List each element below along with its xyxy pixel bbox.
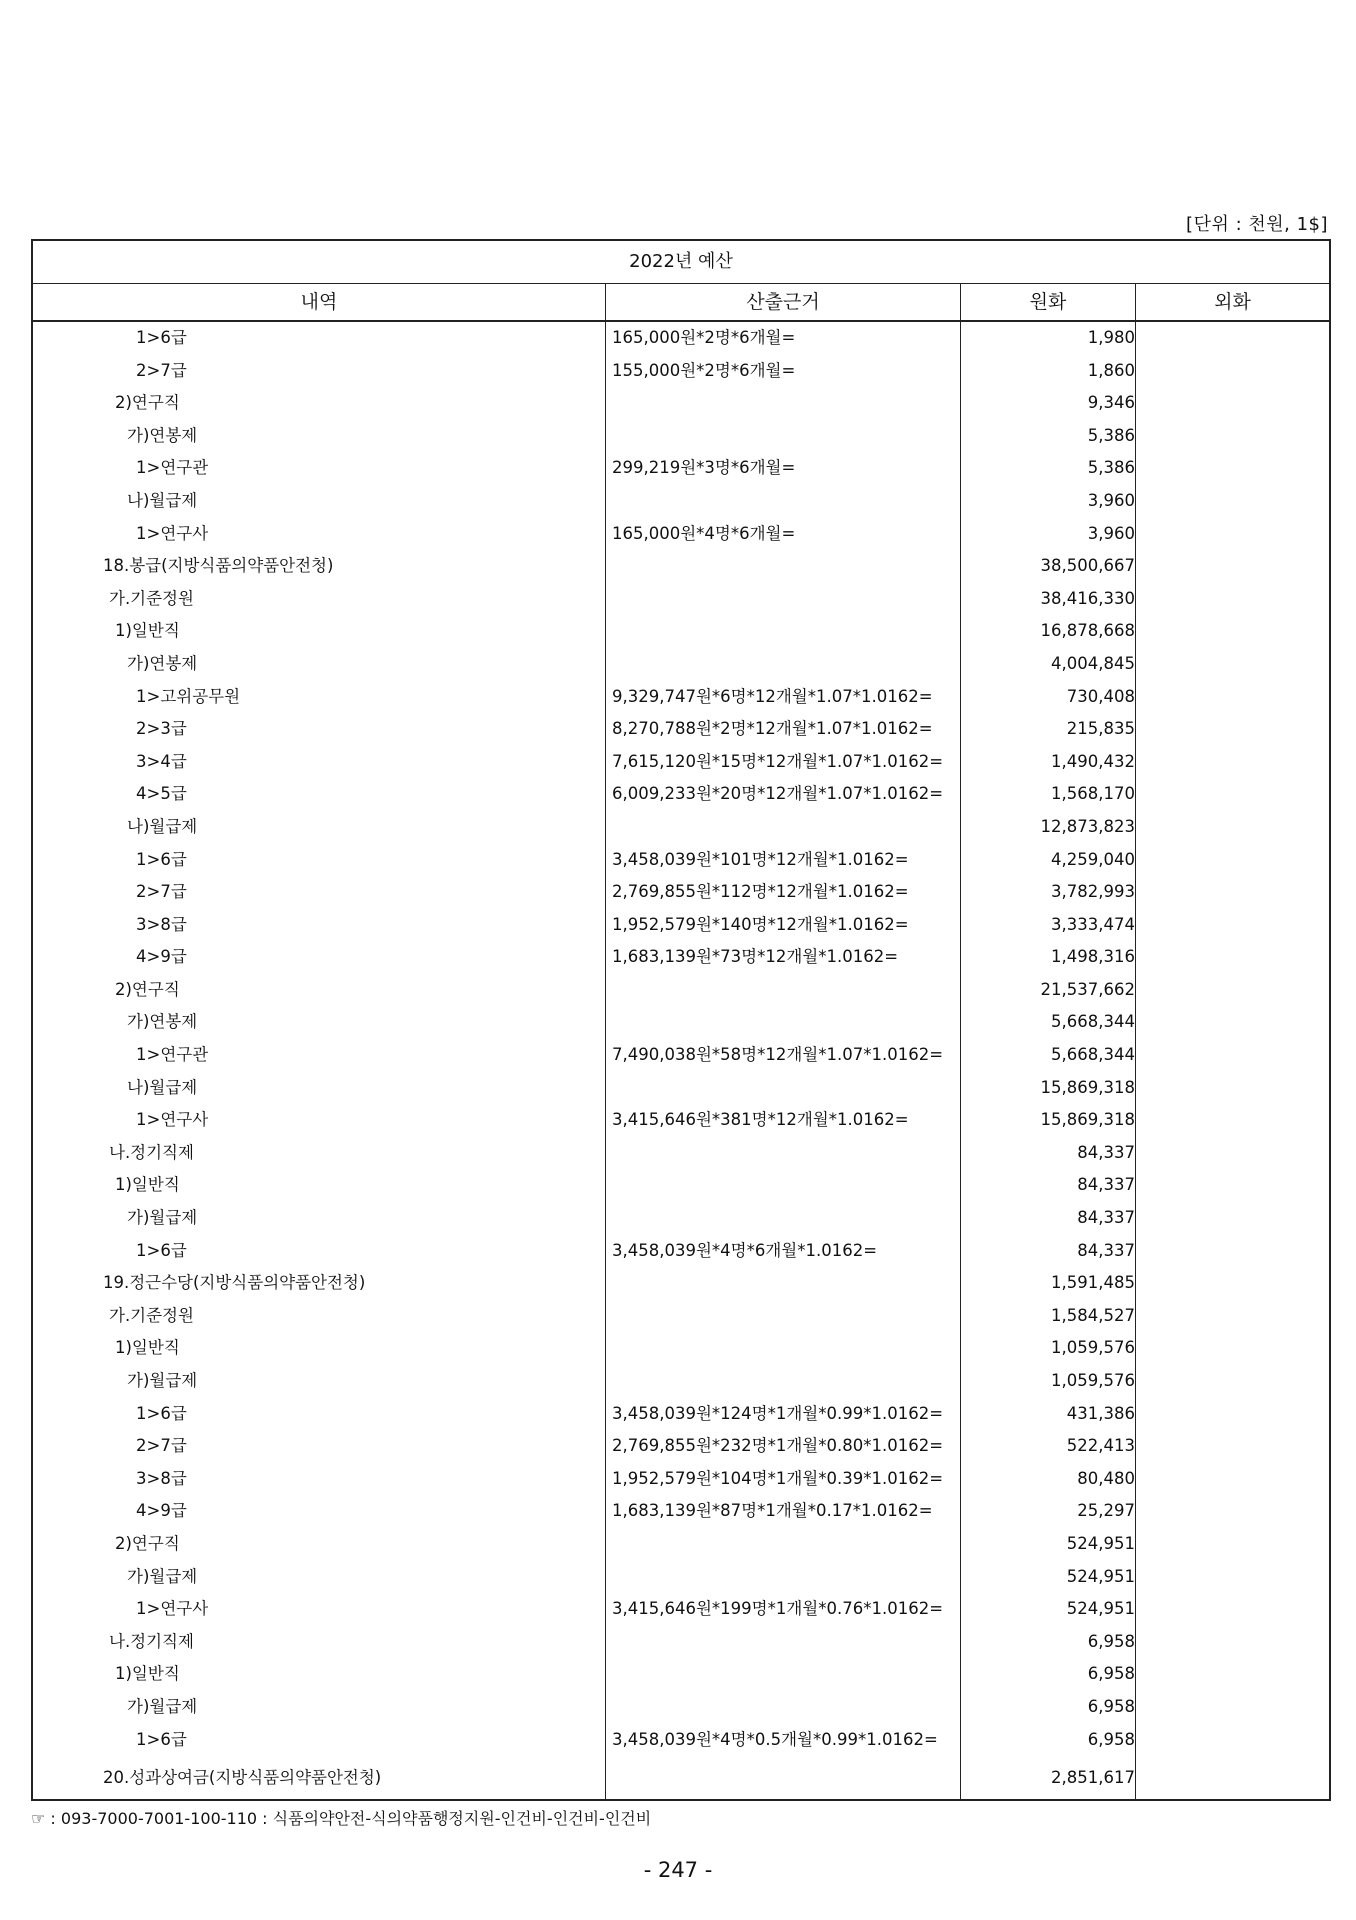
foreign-cell: [1136, 1267, 1329, 1300]
basis-column: [606, 322, 961, 1799]
krw-cell: 4,259,040: [1051, 849, 1135, 869]
column-header-foreign: 외화: [1214, 291, 1251, 313]
item-cell: 2>7급: [136, 1436, 187, 1456]
basis-cell: [606, 1691, 960, 1724]
basis-cell: 1,952,579원*104명*1개월*0.39*1.0162=: [612, 1468, 944, 1488]
krw-cell: 1,490,432: [1051, 751, 1135, 771]
foreign-cell: [1136, 1463, 1329, 1496]
basis-cell: [606, 974, 960, 1007]
basis-cell: [606, 1528, 960, 1561]
item-cell: 2)연구직: [115, 1533, 180, 1553]
table-body: [33, 322, 1329, 1799]
foreign-cell: [1136, 941, 1329, 974]
krw-cell: 15,869,318: [1040, 1110, 1135, 1130]
krw-cell: 15,869,318: [1040, 1077, 1135, 1097]
page-number: - 247 -: [643, 1858, 713, 1882]
basis-cell: [606, 1332, 960, 1365]
krw-cell: 80,480: [1077, 1468, 1135, 1488]
foreign-cell: [1136, 1593, 1329, 1626]
basis-cell: 9,329,747원*6명*12개월*1.07*1.0162=: [612, 686, 933, 706]
krw-cell: 5,668,344: [1051, 1012, 1135, 1032]
item-cell: 2>7급: [136, 882, 187, 902]
item-cell: 3>8급: [136, 1468, 187, 1488]
foreign-cell: [1136, 844, 1329, 877]
krw-cell: 1,980: [1087, 328, 1135, 347]
basis-cell: [606, 1756, 960, 1799]
basis-cell: [606, 1561, 960, 1594]
basis-cell: 6,009,233원*20명*12개월*1.07*1.0162=: [612, 784, 944, 804]
unit-note: [단위 : 천원, 1$]: [1186, 214, 1328, 235]
item-cell: 나.정기직제: [109, 1142, 194, 1162]
krw-cell: 6,958: [1087, 1729, 1135, 1749]
foreign-cell: [1136, 1365, 1329, 1398]
krw-cell: 3,782,993: [1051, 882, 1135, 902]
foreign-cell: [1136, 1430, 1329, 1463]
foreign-cell: [1136, 1169, 1329, 1202]
foreign-cell: [1136, 746, 1329, 779]
item-cell: 2)연구직: [115, 393, 180, 413]
foreign-cell: [1136, 1626, 1329, 1659]
foreign-cell: [1136, 1495, 1329, 1528]
foreign-cell: [1136, 355, 1329, 388]
foreign-cell: [1136, 615, 1329, 648]
krw-cell: 1,059,576: [1051, 1338, 1135, 1358]
krw-cell: 38,416,330: [1040, 588, 1135, 608]
foreign-cell: [1136, 1072, 1329, 1105]
basis-cell: 3,458,039원*4명*6개월*1.0162=: [612, 1240, 878, 1260]
krw-cell: 524,951: [1066, 1533, 1135, 1553]
foreign-cell: [1136, 648, 1329, 681]
krw-cell: 5,386: [1087, 458, 1135, 478]
foreign-cell: [1136, 681, 1329, 714]
krw-cell: 524,951: [1066, 1566, 1135, 1586]
item-cell: 1>연구관: [136, 1045, 209, 1065]
column-header-row: [33, 284, 1329, 322]
foreign-cell: [1136, 583, 1329, 616]
foreign-cell: [1136, 1398, 1329, 1431]
basis-cell: [606, 1169, 960, 1202]
foreign-cell: [1136, 1137, 1329, 1170]
foreign-cell: [1136, 1202, 1329, 1235]
krw-cell: 2,851,617: [1051, 1768, 1135, 1788]
item-cell: 1)일반직: [115, 1664, 180, 1684]
krw-cell: 215,835: [1066, 719, 1135, 739]
basis-cell: [606, 811, 960, 844]
item-cell: 가)월급제: [127, 1208, 198, 1228]
basis-cell: 155,000원*2명*6개월=: [612, 360, 796, 380]
item-cell: 18.봉급(지방식품의약품안전청): [103, 556, 334, 576]
krw-cell: 21,537,662: [1040, 979, 1135, 999]
footnote: ☞ : 093-7000-7001-100-110 : 식품의약안전-식의약품행정지원-인건비-인건비-인건비: [31, 1809, 652, 1828]
foreign-cell: [1136, 452, 1329, 485]
basis-cell: 7,490,038원*58명*12개월*1.07*1.0162=: [612, 1045, 944, 1065]
column-header-krw: 원화: [961, 284, 1136, 320]
item-cell: 가)월급제: [127, 1696, 198, 1716]
item-cell: 20.성과상여금(지방식품의약품안전청): [103, 1768, 382, 1788]
item-cell: 4>5급: [136, 784, 187, 804]
basis-cell: [606, 1137, 960, 1170]
basis-cell: [606, 1202, 960, 1235]
foreign-cell: [1136, 1561, 1329, 1594]
item-cell: 가)연봉제: [127, 1012, 198, 1032]
foreign-cell: [1136, 811, 1329, 844]
basis-cell: 3,458,039원*4명*0.5개월*0.99*1.0162=: [612, 1729, 938, 1749]
item-cell: 가)월급제: [127, 1566, 198, 1586]
foreign-cell: [1136, 974, 1329, 1007]
item-cell: 1>연구사: [136, 1110, 209, 1130]
foreign-cell: [1136, 420, 1329, 453]
foreign-cell: [1136, 909, 1329, 942]
foreign-cell: [1136, 1235, 1329, 1268]
foreign-cell: [1136, 550, 1329, 583]
basis-cell: [606, 485, 960, 518]
basis-cell: 1,683,139원*73명*12개월*1.0162=: [612, 947, 899, 967]
basis-cell: 7,615,120원*15명*12개월*1.07*1.0162=: [612, 751, 944, 771]
item-cell: 4>9급: [136, 947, 187, 967]
krw-cell: 3,333,474: [1051, 914, 1135, 934]
basis-cell: 1,952,579원*140명*12개월*1.0162=: [612, 914, 909, 934]
item-cell: 나)월급제: [127, 1077, 198, 1097]
basis-cell: [606, 648, 960, 681]
foreign-cell: [1136, 1658, 1329, 1691]
item-cell: 가)연봉제: [127, 653, 198, 673]
basis-cell: [606, 550, 960, 583]
basis-cell: [606, 583, 960, 616]
item-cell: 1>고위공무원: [136, 686, 241, 706]
item-cell: 19.정근수당(지방식품의약품안전청): [103, 1273, 366, 1293]
item-cell: 4>9급: [136, 1501, 187, 1521]
basis-cell: [606, 1267, 960, 1300]
basis-cell: [606, 1658, 960, 1691]
krw-cell: 1,059,576: [1051, 1371, 1135, 1390]
krw-cell: 4,004,845: [1051, 653, 1135, 673]
item-cell: 가)월급제: [127, 1371, 198, 1390]
foreign-cell: [1136, 1756, 1329, 1799]
item-cell: 2>3급: [136, 719, 187, 739]
krw-cell: 16,878,668: [1040, 621, 1135, 641]
foreign-cell: [1136, 876, 1329, 909]
budget-table: [31, 239, 1331, 1801]
krw-cell: 84,337: [1077, 1175, 1135, 1195]
basis-cell: [606, 420, 960, 453]
basis-cell: 2,769,855원*232명*1개월*0.80*1.0162=: [612, 1436, 944, 1456]
basis-cell: 299,219원*3명*6개월=: [612, 458, 796, 478]
basis-cell: 165,000원*4명*6개월=: [612, 523, 796, 543]
basis-cell: 3,458,039원*101명*12개월*1.0162=: [612, 849, 909, 869]
item-cell: 1>6급: [136, 1729, 187, 1749]
krw-cell: 730,408: [1066, 686, 1135, 706]
krw-cell: 12,873,823: [1040, 816, 1135, 836]
item-column: [33, 322, 606, 1799]
krw-cell: 5,386: [1087, 425, 1135, 445]
krw-cell: 431,386: [1066, 1403, 1135, 1423]
item-cell: 1>6급: [136, 1240, 187, 1260]
basis-cell: [606, 1626, 960, 1659]
foreign-cell: [1136, 1104, 1329, 1137]
foreign-cell: [1136, 778, 1329, 811]
item-cell: 1>연구관: [136, 458, 209, 478]
krw-cell: 1,860: [1087, 360, 1135, 380]
foreign-cell: [1136, 1528, 1329, 1561]
basis-cell: 2,769,855원*112명*12개월*1.0162=: [612, 882, 909, 902]
krw-cell: 9,346: [1087, 393, 1135, 413]
basis-cell: 3,415,646원*199명*1개월*0.76*1.0162=: [612, 1599, 944, 1619]
foreign-cell: [1136, 713, 1329, 746]
foreign-cell: [1136, 1039, 1329, 1072]
krw-cell: 6,958: [1087, 1696, 1135, 1716]
krw-cell: 84,337: [1077, 1240, 1135, 1260]
column-header-item: 내역: [33, 284, 606, 320]
krw-cell: 1,591,485: [1051, 1273, 1135, 1293]
item-cell: 나)월급제: [127, 816, 198, 836]
basis-cell: 1,683,139원*87명*1개월*0.17*1.0162=: [612, 1501, 933, 1521]
krw-cell: 522,413: [1066, 1436, 1135, 1456]
krw-cell: 84,337: [1077, 1208, 1135, 1228]
krw-cell: 38,500,667: [1040, 556, 1135, 576]
item-cell: 1>6급: [136, 849, 187, 869]
krw-cell: 6,958: [1087, 1631, 1135, 1651]
foreign-cell: [1136, 1332, 1329, 1365]
krw-cell: 3,960: [1087, 523, 1135, 543]
item-cell: 가.기준정원: [109, 588, 194, 608]
basis-cell: 3,458,039원*124명*1개월*0.99*1.0162=: [612, 1403, 944, 1423]
item-cell: 1>6급: [136, 1403, 187, 1423]
krw-cell: 5,668,344: [1051, 1045, 1135, 1065]
item-cell: 나)월급제: [127, 490, 198, 510]
foreign-cell: [1136, 485, 1329, 518]
item-cell: 1)일반직: [115, 1175, 180, 1195]
item-cell: 1)일반직: [115, 1338, 180, 1358]
krw-column: [961, 322, 1136, 1799]
item-cell: 3>4급: [136, 751, 187, 771]
foreign-cell: [1136, 322, 1329, 355]
krw-cell: 25,297: [1077, 1501, 1135, 1521]
item-cell: 나.정기직제: [109, 1631, 194, 1651]
basis-cell: [606, 1365, 960, 1398]
basis-cell: [606, 1006, 960, 1039]
foreign-cell: [1136, 1724, 1329, 1757]
basis-cell: 8,270,788원*2명*12개월*1.07*1.0162=: [612, 719, 933, 739]
foreign-cell: [1136, 1006, 1329, 1039]
basis-cell: [606, 1072, 960, 1105]
item-cell: 가)연봉제: [127, 425, 198, 445]
krw-cell: 1,568,170: [1051, 784, 1135, 804]
basis-cell: [606, 387, 960, 420]
basis-cell: 165,000원*2명*6개월=: [612, 328, 796, 347]
krw-cell: 6,958: [1087, 1664, 1135, 1684]
krw-cell: 84,337: [1077, 1142, 1135, 1162]
year-header: 2022년 예산: [33, 241, 1329, 284]
basis-cell: 3,415,646원*381명*12개월*1.0162=: [612, 1110, 909, 1130]
item-cell: 1)일반직: [115, 621, 180, 641]
foreign-column: [1136, 322, 1329, 1799]
item-cell: 1>연구사: [136, 1599, 209, 1619]
basis-cell: [606, 1300, 960, 1333]
item-cell: 1>6급: [136, 328, 187, 347]
item-cell: 3>8급: [136, 914, 187, 934]
krw-cell: 1,498,316: [1051, 947, 1135, 967]
basis-cell: [606, 615, 960, 648]
krw-cell: 3,960: [1087, 490, 1135, 510]
krw-cell: 524,951: [1066, 1599, 1135, 1619]
foreign-cell: [1136, 1300, 1329, 1333]
foreign-cell: [1136, 387, 1329, 420]
item-cell: 가.기준정원: [109, 1305, 194, 1325]
krw-cell: 1,584,527: [1051, 1305, 1135, 1325]
item-cell: 2>7급: [136, 360, 187, 380]
foreign-cell: [1136, 1691, 1329, 1724]
item-cell: 1>연구사: [136, 523, 209, 543]
foreign-cell: [1136, 518, 1329, 551]
column-header-basis: 산출근거: [606, 284, 961, 320]
item-cell: 2)연구직: [115, 979, 180, 999]
